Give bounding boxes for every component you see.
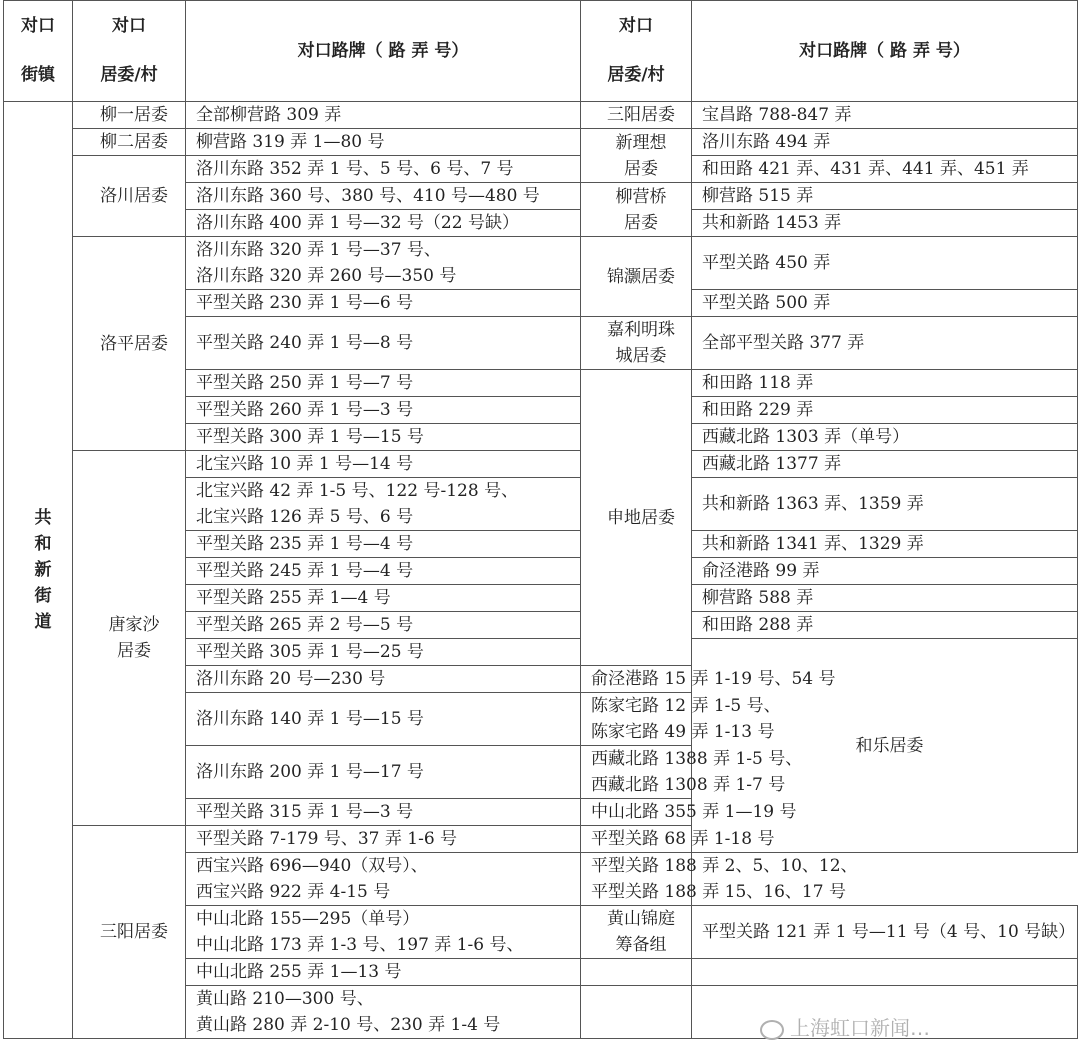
header-town: 对口 街镇 [4,1,73,102]
watermark-text: 上海虹口新闻… [790,1016,930,1040]
address-cell-right: 平型关路 450 弄 [692,237,1078,290]
address-cell-right: 共和新路 1341 弄、1329 弄 [692,531,1078,558]
wechat-icon [760,1020,784,1040]
address-cell-right: 宝昌路 788-847 弄 [692,102,1078,129]
address-cell: 洛川东路 352 弄 1 号、5 号、6 号、7 号 [186,156,581,183]
committee-cell-right [581,986,692,1039]
address-cell: 平型关路 240 弄 1 号—8 号 [186,317,581,370]
address-cell-right: 俞泾港路 15 弄 1-19 号、54 号 [581,666,692,693]
header-address-right: 对口路牌（ 路 弄 号） [692,1,1078,102]
committee-cell-right: 柳营桥 居委 [581,183,692,237]
committee-cell-right: 申地居委 [581,370,692,666]
address-cell: 平型关路 265 弄 2 号—5 号 [186,612,581,639]
address-cell: 洛川东路 400 弄 1 号—32 号（22 号缺） [186,210,581,237]
address-cell: 洛川东路 200 弄 1 号—17 号 [186,746,581,799]
table-row [4,102,1078,129]
address-cell-right: 平型关路 188 弄 2、5、10、12、 平型关路 188 弄 15、16、17 号 [581,853,692,906]
committee-cell: 唐家沙 居委 [73,451,186,826]
committee-cell-right: 和乐居委 [692,639,1078,853]
address-cell: 全部柳营路 309 弄 [186,102,581,129]
address-cell-right: 平型关路 121 弄 1 号—11 号（4 号、10 号缺） [692,906,1078,959]
address-cell-right: 共和新路 1453 弄 [692,210,1078,237]
address-cell-right: 和田路 118 弄 [692,370,1078,397]
address-cell: 平型关路 260 弄 1 号—3 号 [186,397,581,424]
address-cell-right: 西藏北路 1377 弄 [692,451,1078,478]
address-cell-right: 和田路 229 弄 [692,397,1078,424]
address-cell: 洛川东路 20 号—230 号 [186,666,581,693]
address-table [3,0,1078,1039]
committee-cell-right: 三阳居委 [581,102,692,129]
address-cell-right [692,959,1078,986]
address-cell-right: 和田路 421 弄、431 弄、441 弄、451 弄 [692,156,1078,183]
table-row [4,129,1078,156]
address-cell: 平型关路 235 弄 1 号—4 号 [186,531,581,558]
address-cell: 平型关路 255 弄 1—4 号 [186,585,581,612]
address-cell: 洛川东路 360 号、380 号、410 号—480 号 [186,183,581,210]
committee-cell-right: 嘉利明珠 城居委 [581,317,692,370]
address-cell: 北宝兴路 10 弄 1 号—14 号 [186,451,581,478]
table-row [4,237,1078,290]
header-committee-right: 对口 居委/村 [581,1,692,102]
address-cell: 黄山路 210—300 号、 黄山路 280 弄 2-10 号、230 弄 1-4 号 [186,986,581,1039]
address-cell: 平型关路 245 弄 1 号—4 号 [186,558,581,585]
address-cell-right: 共和新路 1363 弄、1359 弄 [692,478,1078,531]
address-cell: 平型关路 230 弄 1 号—6 号 [186,290,581,317]
address-cell: 中山北路 155—295（单号） 中山北路 173 弄 1-3 号、197 弄 1-6 号、 [186,906,581,959]
town-name-cell: 共 和 新 街 道 [4,102,73,1039]
committee-cell-right [581,959,692,986]
address-cell: 中山北路 255 弄 1—13 号 [186,959,581,986]
table-row [4,451,1078,478]
committee-cell: 三阳居委 [73,826,186,1039]
committee-cell-right: 黄山锦庭 筹备组 [581,906,692,959]
address-cell-right: 洛川东路 494 弄 [692,129,1078,156]
table-row [4,156,1078,183]
address-cell-right: 俞泾港路 99 弄 [692,558,1078,585]
address-cell-right: 和田路 288 弄 [692,612,1078,639]
committee-cell: 洛平居委 [73,237,186,451]
committee-cell: 洛川居委 [73,156,186,237]
address-cell: 平型关路 250 弄 1 号—7 号 [186,370,581,397]
address-cell: 柳营路 319 弄 1—80 号 [186,129,581,156]
address-cell: 平型关路 305 弄 1 号—25 号 [186,639,581,666]
address-cell-right: 全部平型关路 377 弄 [692,317,1078,370]
address-cell-right: 西藏北路 1388 弄 1-5 号、 西藏北路 1308 弄 1-7 号 [581,746,692,799]
address-cell-right: 中山北路 355 弄 1—19 号 [581,799,692,826]
watermark [760,1012,1080,1040]
committee-cell-right: 新理想 居委 [581,129,692,183]
address-cell: 平型关路 300 弄 1 号—15 号 [186,424,581,451]
address-cell-right: 柳营路 588 弄 [692,585,1078,612]
address-cell: 洛川东路 320 弄 1 号—37 号、 洛川东路 320 弄 260 号—350 号 [186,237,581,290]
header-committee: 对口 居委/村 [73,1,186,102]
header-address: 对口路牌（ 路 弄 号） [186,1,581,102]
address-cell-right: 陈家宅路 12 弄 1-5 号、 陈家宅路 49 弄 1-13 号 [581,693,692,746]
address-cell-right: 柳营路 515 弄 [692,183,1078,210]
committee-cell: 柳二居委 [73,129,186,156]
address-cell-right: 平型关路 500 弄 [692,290,1078,317]
address-cell-right: 西藏北路 1303 弄（单号） [692,424,1078,451]
address-cell: 西宝兴路 696—940（双号）、 西宝兴路 922 弄 4-15 号 [186,853,581,906]
address-cell: 平型关路 315 弄 1 号—3 号 [186,799,581,826]
committee-cell: 柳一居委 [73,102,186,129]
address-cell-right: 平型关路 68 弄 1-18 号 [581,826,692,853]
address-cell: 北宝兴路 42 弄 1-5 号、122 号-128 号、 北宝兴路 126 弄 5 号、6 号 [186,478,581,531]
table-header-row [4,1,1078,102]
committee-cell-right: 锦灏居委 [581,237,692,317]
address-cell: 洛川东路 140 弄 1 号—15 号 [186,693,581,746]
address-cell: 平型关路 7-179 号、37 弄 1-6 号 [186,826,581,853]
